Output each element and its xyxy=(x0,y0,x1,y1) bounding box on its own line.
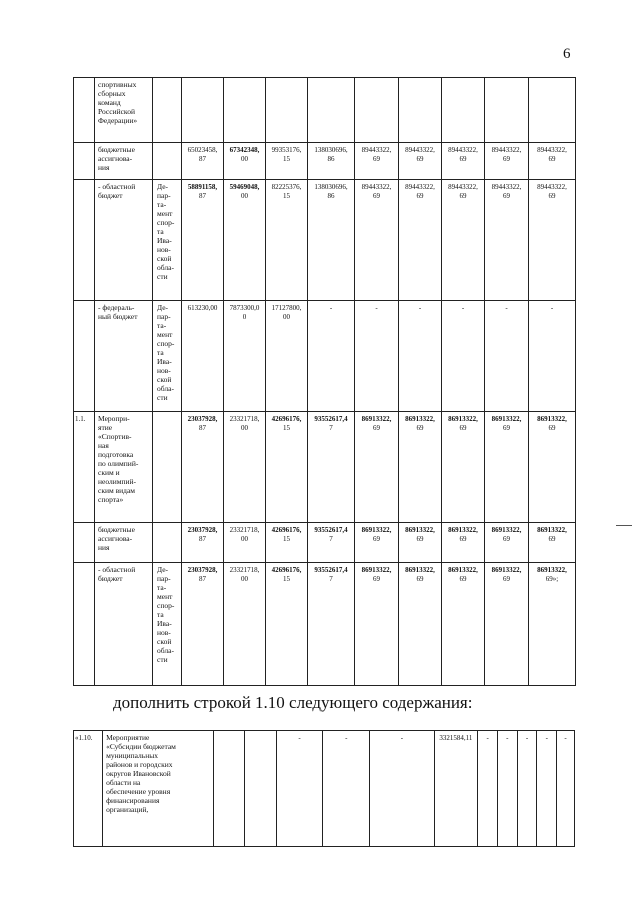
value-cell xyxy=(308,563,355,686)
value-cell xyxy=(182,523,224,563)
value-line: 86913322, xyxy=(537,526,567,534)
responsible-line: Де- xyxy=(157,303,169,312)
row-name-line: - федераль- xyxy=(98,303,135,312)
value-cell xyxy=(355,78,399,143)
value-line: 17127800, xyxy=(271,304,302,312)
value-line: - xyxy=(375,304,378,312)
value-line: 00 xyxy=(241,574,248,583)
amendment-heading: дополнить строкой 1.10 следующего содержания: xyxy=(113,693,473,712)
value-cell xyxy=(266,180,308,301)
value-line: 69 xyxy=(459,574,467,583)
responsible-line: нов- xyxy=(157,366,171,375)
value-line: 86913322, xyxy=(491,415,522,423)
responsible-cell xyxy=(153,301,182,412)
row-number xyxy=(74,143,95,180)
value-cell xyxy=(442,301,485,412)
value-cell xyxy=(442,523,485,563)
value-line: 86913322, xyxy=(491,566,522,574)
table-row-1-10 xyxy=(74,731,575,847)
value-line: 42696176, xyxy=(271,526,302,534)
value-line: 59469048, xyxy=(229,183,260,191)
value-line: 69 xyxy=(503,191,510,200)
value-line: 89443322, xyxy=(405,183,435,191)
value-line: 69 xyxy=(373,534,380,543)
value-line: 86913322, xyxy=(537,566,567,574)
value-cell xyxy=(529,78,576,143)
table-row xyxy=(74,78,576,143)
value-line: 99353176, xyxy=(271,146,302,154)
row-name-line: ния xyxy=(98,163,110,172)
value-cell xyxy=(308,143,355,180)
value-line: 86 xyxy=(327,154,335,163)
value-line: 69 xyxy=(503,574,510,583)
value-cell xyxy=(485,143,529,180)
responsible-line: сти xyxy=(157,655,168,664)
row-name-line: бюджет xyxy=(98,191,123,200)
value-line: 00 xyxy=(241,191,248,200)
value-line: 87 xyxy=(199,574,206,583)
margin-mark xyxy=(616,525,632,526)
value-cell xyxy=(182,301,224,412)
value-cell: - xyxy=(537,731,557,847)
value-line: 69 xyxy=(459,423,467,432)
value-cell xyxy=(399,523,442,563)
row-number xyxy=(74,78,95,143)
row-name-line: неолимпий- xyxy=(98,477,137,486)
row-name-line: команд xyxy=(98,98,121,107)
responsible-cell xyxy=(153,563,182,686)
value-line: 89443322, xyxy=(491,146,522,154)
empty-cell xyxy=(245,731,276,847)
value-line: 138030696, xyxy=(314,183,348,191)
value-line: 15 xyxy=(283,574,290,583)
value-cell xyxy=(529,143,576,180)
value-line: 69»; xyxy=(545,574,559,583)
responsible-cell xyxy=(153,523,182,563)
value-cell xyxy=(355,563,399,686)
responsible-line: обла- xyxy=(157,646,174,655)
row-name-line: «Спортив- xyxy=(98,432,132,441)
value-line: 7 xyxy=(329,534,333,543)
value-cell xyxy=(355,523,399,563)
table-row xyxy=(74,301,576,412)
value-line: 58891158, xyxy=(187,183,218,191)
value-line: 93552617,4 xyxy=(314,526,348,534)
value-cell xyxy=(308,180,355,301)
value-line: 86913322, xyxy=(361,415,392,423)
value-cell xyxy=(442,78,485,143)
value-line: 7 xyxy=(329,574,333,583)
value-line: 69 xyxy=(548,191,556,200)
row-name-line: - областной xyxy=(98,182,136,191)
value-line: 7 xyxy=(329,423,333,432)
responsible-line: нов- xyxy=(157,628,171,637)
value-cell xyxy=(266,523,308,563)
responsible-line: та- xyxy=(157,583,167,592)
value-cell xyxy=(529,301,576,412)
responsible-line: та- xyxy=(157,200,167,209)
value-cell xyxy=(442,563,485,686)
budget-table xyxy=(73,77,576,686)
responsible-cell xyxy=(153,143,182,180)
value-cell xyxy=(529,563,576,686)
value-line: 00 xyxy=(241,534,248,543)
row-number xyxy=(74,301,95,412)
value-line: - xyxy=(505,304,508,312)
responsible-line: мент xyxy=(157,209,173,218)
value-cell xyxy=(224,143,266,180)
value-cell xyxy=(399,143,442,180)
value-cell xyxy=(224,563,266,686)
value-cell: - xyxy=(370,731,434,847)
responsible-line: спор- xyxy=(157,218,175,227)
responsible-line: сти xyxy=(157,393,168,402)
responsible-line: ской xyxy=(157,254,172,263)
value-line: 86913322, xyxy=(405,415,435,423)
value-line: 93552617,4 xyxy=(314,415,348,423)
responsible-line: Ива- xyxy=(157,619,172,628)
value-line: 15 xyxy=(283,423,290,432)
value-line: 69 xyxy=(416,154,424,163)
row-name xyxy=(95,412,153,523)
row-name xyxy=(95,301,153,412)
responsible-line: Де- xyxy=(157,182,169,191)
value-line: 00 xyxy=(241,423,248,432)
value-cell: 3321584,11 xyxy=(434,731,478,847)
responsible-line: Ива- xyxy=(157,236,172,245)
value-cell: - xyxy=(557,731,575,847)
value-line: 89443322, xyxy=(491,183,522,191)
value-cell: - xyxy=(323,731,370,847)
row-name-line: бюджетные xyxy=(98,145,135,154)
table-row xyxy=(74,412,576,523)
value-cell xyxy=(529,523,576,563)
value-cell xyxy=(529,180,576,301)
row-name-line: ная xyxy=(98,441,109,450)
row-name-line: округов Ивановской xyxy=(106,769,171,778)
value-cell xyxy=(485,301,529,412)
row-name-line: подготовка xyxy=(98,450,134,459)
responsible-line: та- xyxy=(157,321,167,330)
responsible-line: мент xyxy=(157,330,173,339)
row-name-line: Меропри- xyxy=(98,414,130,423)
value-line: 23321718, xyxy=(229,415,260,423)
row-name-line: финансирования xyxy=(106,796,160,805)
row-name-line: районов и городских xyxy=(106,760,173,769)
responsible-line: пар- xyxy=(157,312,171,321)
responsible-line: та xyxy=(157,348,164,357)
value-line: 69 xyxy=(373,574,380,583)
value-line: 86913322, xyxy=(448,415,478,423)
responsible-line: пар- xyxy=(157,574,171,583)
row-name-line: сборных xyxy=(98,89,126,98)
value-cell xyxy=(485,180,529,301)
row-number xyxy=(74,523,95,563)
row-name xyxy=(95,78,153,143)
row-number: 1.1. xyxy=(74,412,95,523)
value-line: 86913322, xyxy=(405,566,435,574)
row-number: «1.10. xyxy=(74,731,103,847)
responsible-cell xyxy=(153,412,182,523)
responsible-line: Ива- xyxy=(157,357,172,366)
value-cell xyxy=(442,143,485,180)
new-row-table xyxy=(73,730,575,847)
value-cell xyxy=(182,143,224,180)
value-cell xyxy=(442,180,485,301)
value-line: 69 xyxy=(459,191,467,200)
responsible-line: пар- xyxy=(157,191,171,200)
value-line: 42696176, xyxy=(271,566,302,574)
row-name-line: - областной xyxy=(98,565,136,574)
value-line: 89443322, xyxy=(361,146,392,154)
value-line: 89443322, xyxy=(537,183,567,191)
value-line: 86913322, xyxy=(405,526,435,534)
row-name-line: организаций, xyxy=(106,805,149,814)
value-cell xyxy=(485,523,529,563)
value-line: 89443322, xyxy=(448,183,478,191)
responsible-line: нов- xyxy=(157,245,171,254)
value-cell xyxy=(266,412,308,523)
value-line: 69 xyxy=(459,154,467,163)
row-name xyxy=(95,523,153,563)
value-line: 86913322, xyxy=(448,566,478,574)
value-cell xyxy=(399,563,442,686)
value-line: 138030696, xyxy=(314,146,348,154)
value-cell xyxy=(308,523,355,563)
value-cell xyxy=(266,301,308,412)
row-name-line: ассигнова- xyxy=(98,534,133,543)
value-line: - xyxy=(329,304,333,312)
responsible-cell xyxy=(153,180,182,301)
responsible-cell xyxy=(153,78,182,143)
value-line: 0 xyxy=(242,312,247,321)
value-line: 23321718, xyxy=(229,566,260,574)
value-line: 15 xyxy=(283,154,290,163)
table-row xyxy=(74,180,576,301)
value-line: 23321718, xyxy=(229,526,260,534)
value-line: 15 xyxy=(283,191,290,200)
value-cell xyxy=(182,180,224,301)
value-line: 7873300,0 xyxy=(229,304,260,312)
value-cell xyxy=(182,78,224,143)
value-cell xyxy=(355,301,399,412)
value-cell xyxy=(224,78,266,143)
value-cell xyxy=(485,78,529,143)
row-number xyxy=(74,563,95,686)
row-name-line: бюджетные xyxy=(98,525,135,534)
row-name-line: области на xyxy=(106,778,141,787)
value-line: 86913322, xyxy=(491,526,522,534)
value-line: 23037928, xyxy=(187,566,218,574)
value-line: 69 xyxy=(416,423,424,432)
table-row xyxy=(74,523,576,563)
value-cell xyxy=(399,78,442,143)
value-line: 86913322, xyxy=(361,566,392,574)
row-name-line: ским видам xyxy=(98,486,136,495)
row-name-line: «Субсидии бюджетам xyxy=(106,742,176,751)
value-cell: - xyxy=(478,731,498,847)
value-line: 00 xyxy=(241,154,248,163)
value-cell xyxy=(355,412,399,523)
row-name-line: ния xyxy=(98,543,110,552)
responsible-line: та xyxy=(157,227,164,236)
responsible-line: ской xyxy=(157,637,172,646)
value-cell xyxy=(529,412,576,523)
value-line: 23037928, xyxy=(187,526,218,534)
value-line: 86913322, xyxy=(537,415,567,423)
value-cell xyxy=(355,143,399,180)
value-line: 82225376, xyxy=(271,183,302,191)
value-line: 67342348, xyxy=(229,146,260,154)
value-line: 69 xyxy=(459,534,467,543)
value-cell xyxy=(308,301,355,412)
row-name xyxy=(95,180,153,301)
row-name-line: ским и xyxy=(98,468,120,477)
row-name-line: ный бюджет xyxy=(98,312,138,321)
value-line: 69 xyxy=(548,154,556,163)
value-cell xyxy=(266,563,308,686)
value-cell xyxy=(399,301,442,412)
value-line: 613230,00 xyxy=(187,304,218,312)
value-cell: - xyxy=(497,731,517,847)
value-line: 89443322, xyxy=(448,146,478,154)
value-cell xyxy=(485,412,529,523)
value-line: 93552617,4 xyxy=(314,566,348,574)
value-cell xyxy=(485,563,529,686)
value-line: 87 xyxy=(199,423,206,432)
value-line: 87 xyxy=(199,191,206,200)
value-cell xyxy=(182,412,224,523)
value-cell xyxy=(266,143,308,180)
responsible-line: мент xyxy=(157,592,173,601)
row-number xyxy=(74,180,95,301)
value-line: 23037928, xyxy=(187,415,218,423)
row-name xyxy=(95,563,153,686)
responsible-line: обла- xyxy=(157,384,174,393)
responsible-line: спор- xyxy=(157,601,175,610)
page-number: 6 xyxy=(563,46,571,62)
row-name-line: по олимпий- xyxy=(98,459,139,468)
value-cell xyxy=(224,412,266,523)
value-cell xyxy=(399,180,442,301)
row-name-line: спортивных xyxy=(98,80,137,89)
value-line: 86 xyxy=(327,191,335,200)
value-line: 69 xyxy=(416,534,424,543)
value-line: 65023458, xyxy=(187,146,218,154)
value-cell xyxy=(399,412,442,523)
row-name-line: ятие xyxy=(98,423,113,432)
value-line: - xyxy=(550,304,554,312)
value-line: 15 xyxy=(283,534,290,543)
value-cell xyxy=(308,78,355,143)
responsible-line: обла- xyxy=(157,263,174,272)
value-line: 87 xyxy=(199,534,206,543)
value-line: 89443322, xyxy=(537,146,567,154)
value-cell xyxy=(308,412,355,523)
value-cell: - xyxy=(276,731,323,847)
value-line: 69 xyxy=(416,574,424,583)
row-name-line: Российской xyxy=(98,107,135,116)
row-name xyxy=(95,143,153,180)
row-name-line: ассигнова- xyxy=(98,154,133,163)
value-line: 69 xyxy=(373,191,380,200)
value-cell xyxy=(224,301,266,412)
table-row xyxy=(74,563,576,686)
responsible-line: та xyxy=(157,610,164,619)
value-line: 86913322, xyxy=(448,526,478,534)
value-line: 86913322, xyxy=(361,526,392,534)
value-line: 69 xyxy=(548,534,556,543)
value-cell: - xyxy=(517,731,537,847)
row-name-line: бюджет xyxy=(98,574,123,583)
value-line: - xyxy=(418,304,422,312)
value-line: 89443322, xyxy=(405,146,435,154)
row-name xyxy=(103,731,214,847)
empty-cell xyxy=(214,731,245,847)
responsible-line: спор- xyxy=(157,339,175,348)
responsible-line: ской xyxy=(157,375,172,384)
row-name-line: спорта» xyxy=(98,495,124,504)
value-line: 87 xyxy=(199,154,206,163)
value-cell xyxy=(182,563,224,686)
row-name-line: муниципальных xyxy=(106,751,159,760)
value-cell xyxy=(266,78,308,143)
value-line: 69 xyxy=(373,423,380,432)
value-line: 89443322, xyxy=(361,183,392,191)
value-cell xyxy=(355,180,399,301)
value-line: 42696176, xyxy=(271,415,302,423)
value-line: 69 xyxy=(373,154,380,163)
responsible-line: Де- xyxy=(157,565,169,574)
value-line: 00 xyxy=(283,312,290,321)
value-cell xyxy=(442,412,485,523)
value-line: 69 xyxy=(416,191,424,200)
row-name-line: Мероприятие xyxy=(106,733,150,742)
row-name-line: Федерации» xyxy=(98,116,138,125)
value-line: - xyxy=(461,304,465,312)
value-line: 69 xyxy=(548,423,556,432)
value-line: 69 xyxy=(503,534,510,543)
value-line: 69 xyxy=(503,423,510,432)
value-cell xyxy=(224,523,266,563)
row-name-line: обеспечение уровня xyxy=(106,787,171,796)
value-line: 69 xyxy=(503,154,510,163)
responsible-line: сти xyxy=(157,272,168,281)
table-row xyxy=(74,143,576,180)
value-cell xyxy=(224,180,266,301)
